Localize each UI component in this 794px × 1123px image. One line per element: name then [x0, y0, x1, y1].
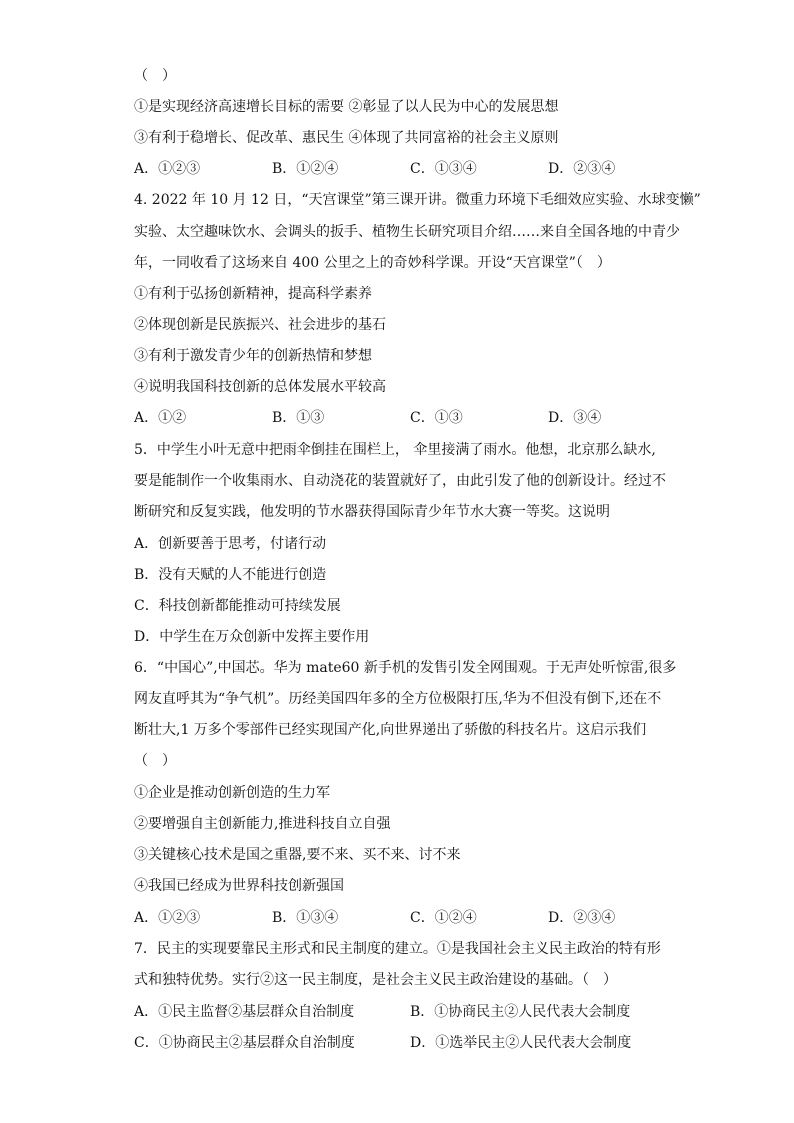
q3-option-d: D．②③④ [548, 161, 616, 177]
q6-stem-line-2: 网友直呼其为“争气机”。历经美国四年多的全方位极限打压,华为不但没有倒下,还在不 [134, 691, 662, 707]
q5-stem-line-3: 断研究和反复实践，他发明的节水器获得国际青少年节水大赛一等奖。这说明 [134, 504, 610, 520]
q3-statement-2: ③有利于稳增长、促改革、惠民生 ④体现了共同富裕的社会主义原则 [134, 130, 559, 146]
q6-option-b: B．①③④ [272, 910, 339, 926]
q5-option-b: B．没有天赋的人不能进行创造 [134, 567, 327, 583]
q6-paren: （ ） [134, 753, 176, 769]
q3-paren: （ ） [134, 68, 176, 84]
q4-option-c: C．①③ [410, 410, 463, 426]
q6-statement-4: ④我国已经成为世界科技创新强国 [134, 878, 344, 894]
q3-statement-1: ①是实现经济高速增长目标的需要 ②彰显了以人民为中心的发展思想 [134, 99, 559, 115]
q4-option-b: B．①③ [272, 410, 325, 426]
q7-option-b: B．①协商民主②人民代表大会制度 [410, 1004, 631, 1020]
q4-stem-line-1: 4. 2022 年 10 月 12 日，“天宫课堂”第三课开讲。微重力环境下毛细效应实验、水球变懒” [134, 192, 701, 208]
q6-option-a: A．①②③ [134, 910, 201, 926]
q6-option-c: C．①②④ [410, 910, 477, 926]
q4-option-a: A．①② [134, 410, 187, 426]
q5-stem-line-2: 要是能制作一个收集雨水、自动浇花的装置就好了，由此引发了他的创新设计。经过不 [134, 473, 666, 489]
q5-option-c: C．科技创新都能推动可持续发展 [134, 598, 341, 614]
q6-stem-line-1: 6．“中国心”,中国芯。华为 mate60 新手机的发售引发全网围观。于无声处听惊雷,很多 [134, 660, 677, 676]
q7-option-c: C．①协商民主②基层群众自治制度 [134, 1035, 355, 1051]
q6-stem-line-3: 断壮大,1 万多个零部件已经实现国产化,向世界递出了骄傲的科技名片。这启示我们 [134, 722, 647, 738]
q4-statement-3: ③有利于激发青少年的创新热情和梦想 [134, 348, 372, 364]
q7-stem-line-2: 式和独特优势。实行②这一民主制度，是社会主义民主政治建设的基础。（ ） [134, 972, 617, 988]
q4-statement-1: ①有利于弘扬创新精神，提高科学素养 [134, 286, 372, 302]
q4-statement-2: ②体现创新是民族振兴、社会进步的基石 [134, 317, 386, 333]
q6-statement-3: ③关键核心技术是国之重器,要不来、买不来、讨不来 [134, 847, 461, 863]
q5-option-a: A．创新要善于思考，付诸行动 [134, 536, 327, 552]
q4-option-d: D．③④ [548, 410, 602, 426]
q3-option-a: A．①②③ [134, 161, 201, 177]
q4-stem-line-2: 实验、太空趣味饮水、会调头的扳手、植物生长研究项目介绍……来自全国各地的中青少 [134, 224, 680, 240]
q7-stem-line-1: 7．民主的实现要靠民主形式和民主制度的建立。①是我国社会主义民主政治的特有形 [134, 941, 661, 957]
q7-option-d: D．①选举民主②人民代表大会制度 [410, 1035, 632, 1051]
q7-option-a: A．①民主监督②基层群众自治制度 [134, 1004, 355, 1020]
q4-stem-line-3: 年，一同收看了这场来自 400 公里之上的奇妙科学课。开设“天宫课堂”（ ） [134, 255, 611, 271]
q4-statement-4: ④说明我国科技创新的总体发展水平较高 [134, 379, 386, 395]
q5-stem-line-1: 5．中学生小叶无意中把雨伞倒挂在围栏上， 伞里接满了雨水。他想，北京那么缺水, [134, 442, 656, 458]
q5-option-d: D．中学生在万众创新中发挥主要作用 [134, 629, 370, 645]
q6-option-d: D．②③④ [548, 910, 616, 926]
q6-statement-1: ①企业是推动创新创造的生力军 [134, 785, 330, 801]
q3-option-b: B．①②④ [272, 161, 339, 177]
q6-statement-2: ②要增强自主创新能力,推进科技自立自强 [134, 816, 391, 832]
q3-option-c: C．①③④ [410, 161, 477, 177]
